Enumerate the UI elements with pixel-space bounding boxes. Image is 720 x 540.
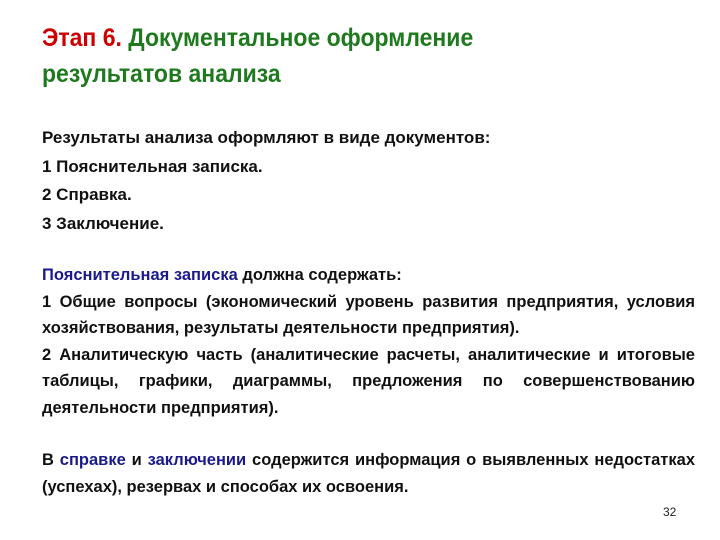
spacer bbox=[42, 421, 695, 447]
note-item-2: 2 Аналитическую часть (аналитические расчеты, аналитические и итоговые таблицы, графики, диаграммы, предложения по совершенствованию деятельности предприятия). bbox=[42, 345, 695, 417]
summary-rest: содержится информация о выявленных недостатках (успехах), резервах и способах их освоения. bbox=[42, 451, 695, 496]
note-block bbox=[42, 262, 695, 500]
documents-item: 2 Справка. bbox=[42, 185, 132, 204]
stage-label: Этап 6. bbox=[42, 24, 122, 52]
note-highlight: Пояснительная записка bbox=[42, 266, 238, 284]
documents-item: 1 Пояснительная записка. bbox=[42, 156, 263, 176]
documents-list-block bbox=[42, 124, 702, 238]
title-text-line-2: результатов анализа bbox=[42, 60, 281, 88]
summary-conj: и bbox=[125, 451, 148, 469]
note-lead-rest: должна содержать: bbox=[237, 266, 402, 284]
documents-heading: Результаты анализа оформляют в виде документов: bbox=[42, 128, 491, 147]
summary-paragraph bbox=[42, 447, 695, 500]
note-item-1: 1 Общие вопросы (экономический уровень развития предприятия, условия хозяйствования, результаты деятельности предприятия). bbox=[42, 292, 695, 337]
summary-prefix: В bbox=[42, 451, 60, 469]
slide-title bbox=[42, 20, 631, 92]
summary-term-2: заключении bbox=[147, 451, 247, 469]
note-lead bbox=[42, 262, 695, 289]
documents-item: 3 Заключение. bbox=[42, 213, 164, 233]
page-number: 32 bbox=[663, 505, 677, 519]
summary-term-1: справке bbox=[59, 451, 126, 469]
title-text-line-1: Документальное оформление bbox=[128, 24, 474, 52]
title-line-1 bbox=[42, 20, 631, 56]
